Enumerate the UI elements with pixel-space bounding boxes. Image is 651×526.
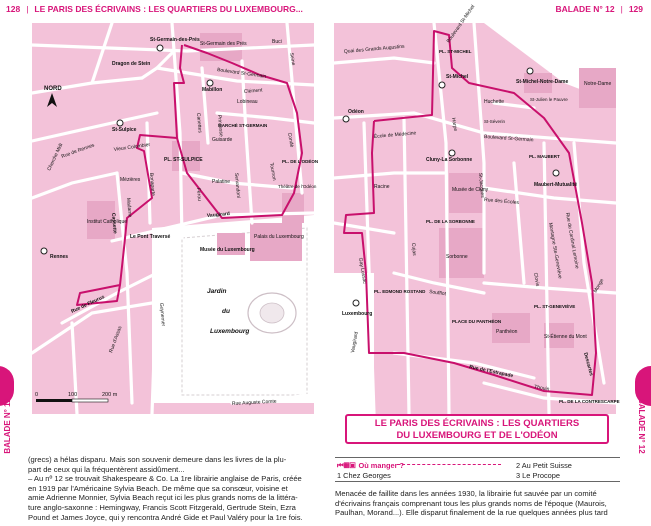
place-pl-sorbonne: PL. DE LA SORBONNE <box>426 219 475 224</box>
street-princesse: Princesse <box>216 114 224 138</box>
street-st-jacques: St-Jacques <box>477 172 486 199</box>
place-st-germain-church: St-Germain des Prés <box>200 41 247 47</box>
street-thouin: Thouin <box>533 384 550 393</box>
place-musee-cluny: Musée de Cluny <box>452 187 489 193</box>
place-mabillon: Mabillon <box>202 87 223 93</box>
legend-heading: Où manger ? <box>358 461 405 470</box>
place-maubert-metro: Maubert-Mutualité <box>534 182 578 188</box>
legend-item: 1 Chez Georges <box>337 471 391 480</box>
street-clement: Clément <box>243 87 263 95</box>
street-mezieres: Mézières <box>120 177 141 183</box>
left-map-svg <box>32 23 319 414</box>
place-st-julien: St-Julien le Pauvre <box>530 97 568 102</box>
street-racine: Racine <box>374 184 390 190</box>
street-buci: Buci <box>272 39 282 45</box>
place-st-germain-des-pres: St-Germain-des-Prés <box>150 37 200 43</box>
street-guynemer: Guynemer <box>158 302 167 327</box>
street-lobineau: Lobineau <box>237 99 258 105</box>
left-running-title: LE PARIS DES ÉCRIVAINS : LES QUARTIERS DU LUXEMBOURG... <box>34 4 303 14</box>
street-servandoni: Servandoni <box>233 172 242 199</box>
jardin-label-2: du <box>222 308 230 315</box>
right-body-text <box>335 489 627 518</box>
left-page <box>0 0 324 526</box>
street-canettes: Canettes <box>195 112 203 134</box>
street-ecoles: Rue des Écoles <box>483 197 520 207</box>
legend-divider <box>397 464 501 465</box>
legend-box <box>335 457 620 482</box>
street-guisarde: Guisarde <box>212 137 233 143</box>
place-st-genevieve: PL. ST-GENEVIÈVE <box>534 304 576 309</box>
street-bd-st-germain: Boulevard St-Germain <box>483 134 534 144</box>
street-quai: Quai des Grands Augustins <box>343 43 405 55</box>
right-page-number: 129 <box>628 4 643 14</box>
north-label: NORD <box>44 86 62 92</box>
street-monge: Monge <box>592 277 606 294</box>
legend-item: 3 Le Procope <box>516 471 560 480</box>
street-gay-lussac: Gay Lussac <box>357 257 368 285</box>
street-huchette: Huchette <box>484 99 505 105</box>
street-ecole-medecine: École de Médecine <box>373 130 417 140</box>
place-palais-luxembourg: Palais du Luxembourg <box>254 234 304 240</box>
left-body-text <box>28 455 316 522</box>
street-cherche-midi: Cherche Midi <box>46 142 65 172</box>
street-harpe: Harpe <box>450 117 459 132</box>
place-cluny-metro: Cluny-La Sorbonne <box>426 157 473 163</box>
left-body-line: (grecs) a hélas disparu. Mais son souvenir demeure dans les livres de la plu- <box>28 455 287 464</box>
street-soufflot: Soufflot <box>428 289 447 298</box>
place-st-etienne: St-Étienne du Mont <box>544 334 587 340</box>
street-pont-traverse: Le Pont Traversé <box>130 234 171 240</box>
place-notre-dame: Notre-Dame <box>584 81 612 87</box>
place-pl-maubert: PL. MAUBERT <box>529 154 560 159</box>
right-body-line: Paulhan, Morand...). Elle disparut finalement de la rue quelques années plus tard <box>335 508 608 518</box>
place-odeon-theatre: Théâtre de l'Odéon <box>278 184 317 189</box>
street-seine: Seine <box>288 52 297 66</box>
place-st-sulpice-metro: St-Sulpice <box>112 127 137 133</box>
place-marche-st-germain: MARCHÉ ST-GERMAIN <box>218 123 268 128</box>
street-conde: Condé <box>286 132 295 148</box>
place-luxembourg-rer: Luxembourg <box>342 311 373 317</box>
jardin-label-1: Jardin <box>207 288 227 295</box>
place-musee-luxembourg: Musée du Luxembourg <box>200 247 255 253</box>
scale-label-100: 100 <box>68 392 78 398</box>
place-st-sulpice-square: PL. ST-SULPICE <box>164 157 203 163</box>
street-bonaparte: Bonaparte <box>148 172 156 197</box>
place-odeon-metro: Odéon <box>348 109 364 115</box>
scale-label-200: 200 m <box>102 392 118 398</box>
street-auguste-comte: Rue Auguste Comte <box>231 398 277 407</box>
place-edmond-rostand: PL. EDMOND ROSTAND <box>374 289 426 294</box>
right-body-line: Menacée de faillite dans les années 1930, la librairie fut sauvée par un comité <box>335 489 597 498</box>
right-body-line: d'écrivains français comprenant tous les plus grands noms de l'époque (Maurois, <box>335 498 607 508</box>
street-fleurus: Rue de Fleurus <box>70 294 106 315</box>
street-descartes: Descartes <box>582 351 595 377</box>
left-side-label: BALADE N° 12 <box>3 398 12 454</box>
map-title-box <box>345 414 609 444</box>
street-ferou: Férou <box>195 187 203 202</box>
right-running-header: BALADE N° 12 | 129 <box>555 4 643 14</box>
place-odeon-square: PL. DE L'ODÉON <box>282 159 319 164</box>
left-body-line: – Au nº 12 se trouvait Shakespeare & Co. La 1re librairie anglaise de Paris, créée <box>28 474 302 484</box>
street-cassette: Cassette <box>110 212 118 234</box>
north-arrow-icon <box>47 93 57 107</box>
place-pantheon: Panthéon <box>496 329 518 335</box>
jardin-label-3: Luxembourg <box>210 328 250 335</box>
street-estrapade: Rue de l'Estrapade <box>468 364 514 380</box>
left-body-line: amie Adrienne Monnier, Sylvia Beach reçut ici les plus grands noms de la littéra- <box>28 493 298 503</box>
map-title-line-1: LE PARIS DES ÉCRIVAINS : LES QUARTIERS <box>374 418 580 429</box>
street-vieux-colombier: Vieux Colombier <box>113 141 151 153</box>
st-germain-church-block <box>200 33 242 61</box>
right-side-label: BALADE N° 12 <box>637 398 646 454</box>
street-montagne: Montagne Ste-Geneviève <box>547 222 563 280</box>
place-pl-st-michel: PL. ST-MICHEL <box>439 49 472 54</box>
street-cardinal: Rue du Cardinal Lemoine <box>564 212 580 270</box>
street-vaugirard: Vaugirard <box>350 331 360 354</box>
restaurant-icon: ⏮▦▣ <box>337 461 356 470</box>
left-body-line: en 1919 par l'Américaine Sylvia Beach. De même que sa consœur, voisine et <box>28 483 288 493</box>
street-bd-st-germain: Boulevard St-Germain <box>216 67 267 80</box>
left-body-line: Pound et James Joyce, qui y rencontra André Gide et Paul Valéry pour la 1re fois. <box>28 512 303 522</box>
left-running-header: 128 | LE PARIS DES ÉCRIVAINS : LES QUARTIERS DU LUXEMBOURG... <box>6 4 303 14</box>
street-assas: Rue d'Assas <box>108 325 124 354</box>
place-dragon: Dragon de Stein <box>112 61 151 67</box>
palais-luxembourg-block <box>250 223 302 261</box>
street-cujas: Cujas <box>410 242 418 256</box>
street-rue-de-rennes: Rue de Rennes <box>60 142 96 160</box>
place-st-severin: St-Séverin <box>484 119 506 124</box>
place-pl-pantheon: PLACE DU PANTHÉON <box>452 319 502 324</box>
left-body-line: ture anglo-saxonne : Hemingway, Francis Scott Fitzgerald, Gertrude Stein, Ezra <box>28 502 296 512</box>
left-body-line: part de ceux qui la fréquentèrent assidûment... <box>28 464 185 474</box>
place-sorbonne: Sorbonne <box>446 254 468 260</box>
right-page <box>325 0 649 526</box>
place-st-michel-nd: St-Michel-Notre-Dame <box>516 79 569 85</box>
street-vaugirard: Vaugirard <box>206 211 231 219</box>
left-page-number: 128 <box>6 4 21 14</box>
right-running-title: BALADE N° 12 <box>555 4 615 14</box>
place-st-michel-metro: St-Michel <box>446 74 469 80</box>
place-contrescarpe: PL. DE LA CONTRESCARPE <box>559 399 620 404</box>
notre-dame-block <box>579 68 616 108</box>
street-tournon: Tournon <box>268 162 278 182</box>
map-title-line-2: DU LUXEMBOURG ET DE L'ODÉON <box>396 430 558 441</box>
scale-bar <box>36 399 108 402</box>
street-madame: Madame <box>125 197 133 218</box>
left-map[interactable] <box>32 23 319 414</box>
place-institut-catholique: Institut Catholique <box>87 219 128 225</box>
street-bd-st-michel: Boulevard St-Michel <box>445 4 477 45</box>
pantheon-block <box>492 313 530 343</box>
place-rennes-metro: Rennes <box>50 254 69 260</box>
scale-label-0: 0 <box>35 392 39 398</box>
street-palatine: Palatine <box>212 179 231 185</box>
legend-item: 2 Au Petit Suisse <box>516 461 572 470</box>
street-clovis: Clovis <box>532 272 541 287</box>
